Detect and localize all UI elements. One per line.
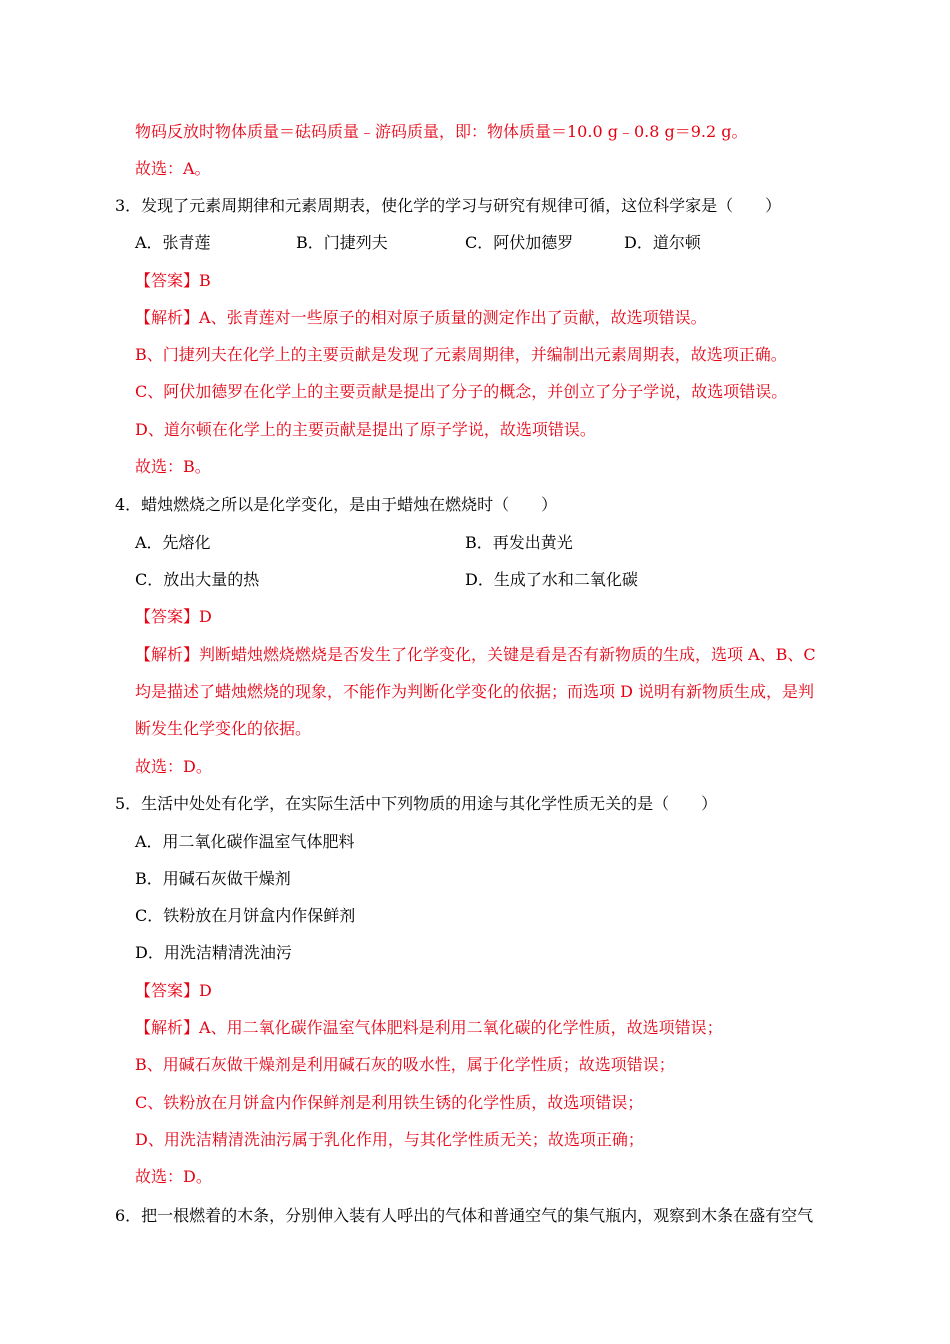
q4-stem: 4．蜡烛燃烧之所以是化学变化，是由于蜡烛在燃烧时（ ） [115, 495, 558, 514]
analysis-tag: 【解析】 [135, 645, 200, 664]
q4-analysis-line-2: 均是描述了蜡烛燃烧的现象，不能作为判断化学变化的依据；而选项 D 说明有新物质生成，是判 [135, 682, 815, 701]
q5-conclusion: 故选：D。 [135, 1167, 212, 1186]
q3-option-d: D．道尔顿 [624, 233, 701, 252]
q5-answer [135, 980, 212, 1002]
q5-analysis-line-3: C、铁粉放在月饼盒内作保鲜剂是利用铁生锈的化学性质，故选项错误； [135, 1093, 644, 1112]
q5-analysis-line-2: B、用碱石灰做干燥剂是利用碱石灰的吸水性，属于化学性质；故选项错误； [135, 1055, 675, 1074]
q5-stem: 5．生活中处处有化学，在实际生活中下列物质的用途与其化学性质无关的是（ ） [115, 794, 718, 813]
q3-conclusion: 故选：B。 [135, 457, 211, 476]
analysis-tag: 【解析】 [135, 308, 200, 327]
answer-value: D [199, 981, 212, 1000]
q4-option-d: D．生成了水和二氧化碳 [465, 570, 638, 589]
q3-analysis-line-3: C、阿伏加德罗在化学上的主要贡献是提出了分子的概念，并创立了分子学说，故选项错误。 [135, 382, 788, 401]
q3-option-a: A．张青莲 [135, 233, 211, 252]
q4-conclusion: 故选：D。 [135, 757, 212, 776]
q4-option-a: A．先熔化 [135, 533, 211, 552]
q5-option-b: B．用碱石灰做干燥剂 [135, 869, 291, 888]
answer-tag: 【答案】 [135, 981, 200, 1000]
analysis-text: 判断蜡烛燃烧燃烧是否发生了化学变化，关键是看是否有新物质的生成，选项 A、B、C [199, 645, 816, 664]
q5-option-c: C．铁粉放在月饼盒内作保鲜剂 [135, 906, 356, 925]
continuation-line-1: 物码反放时物体质量＝砝码质量﹣游码质量，即：物体质量＝10.0 g﹣0.8 g＝9.2 g。 [135, 122, 748, 141]
continuation-conclusion: 故选：A。 [135, 159, 211, 178]
answer-tag: 【答案】 [135, 607, 200, 626]
q6-stem: 6．把一根燃着的木条，分别伸入装有人呼出的气体和普通空气的集气瓶内，观察到木条在盛有空气 [115, 1206, 814, 1225]
q3-option-c: C．阿伏加德罗 [465, 233, 574, 252]
answer-value: D [199, 607, 212, 626]
q3-stem: 3．发现了元素周期律和元素周期表，使化学的学习与研究有规律可循，这位科学家是（ ） [115, 196, 782, 215]
q4-analysis-line-1 [135, 644, 816, 666]
answer-tag: 【答案】 [135, 271, 200, 290]
analysis-text: A、张青莲对一些原子的相对原子质量的测定作出了贡献，故选项错误。 [199, 308, 707, 327]
q5-analysis-line-4: D、用洗洁精清洗油污属于乳化作用，与其化学性质无关；故选项正确； [135, 1130, 644, 1149]
q5-option-d: D．用洗洁精清洗油污 [135, 943, 292, 962]
q3-analysis-line-1 [135, 307, 707, 329]
q4-answer [135, 606, 212, 628]
q3-analysis-line-4: D、道尔顿在化学上的主要贡献是提出了原子学说，故选项错误。 [135, 420, 596, 439]
q3-option-b: B．门捷列夫 [296, 233, 388, 252]
q3-answer [135, 270, 211, 292]
answer-value: B [199, 271, 211, 290]
q5-analysis-line-1 [135, 1017, 723, 1039]
analysis-text: A、用二氧化碳作温室气体肥料是利用二氧化碳的化学性质，故选项错误； [199, 1018, 723, 1037]
q5-option-a: A．用二氧化碳作温室气体肥料 [135, 832, 355, 851]
q4-analysis-line-3: 断发生化学变化的依据。 [135, 719, 312, 738]
q4-option-c: C．放出大量的热 [135, 570, 260, 589]
analysis-tag: 【解析】 [135, 1018, 200, 1037]
q3-analysis-line-2: B、门捷列夫在化学上的主要贡献是发现了元素周期律，并编制出元素周期表，故选项正确。 [135, 345, 787, 364]
q4-option-b: B．再发出黄光 [465, 533, 573, 552]
